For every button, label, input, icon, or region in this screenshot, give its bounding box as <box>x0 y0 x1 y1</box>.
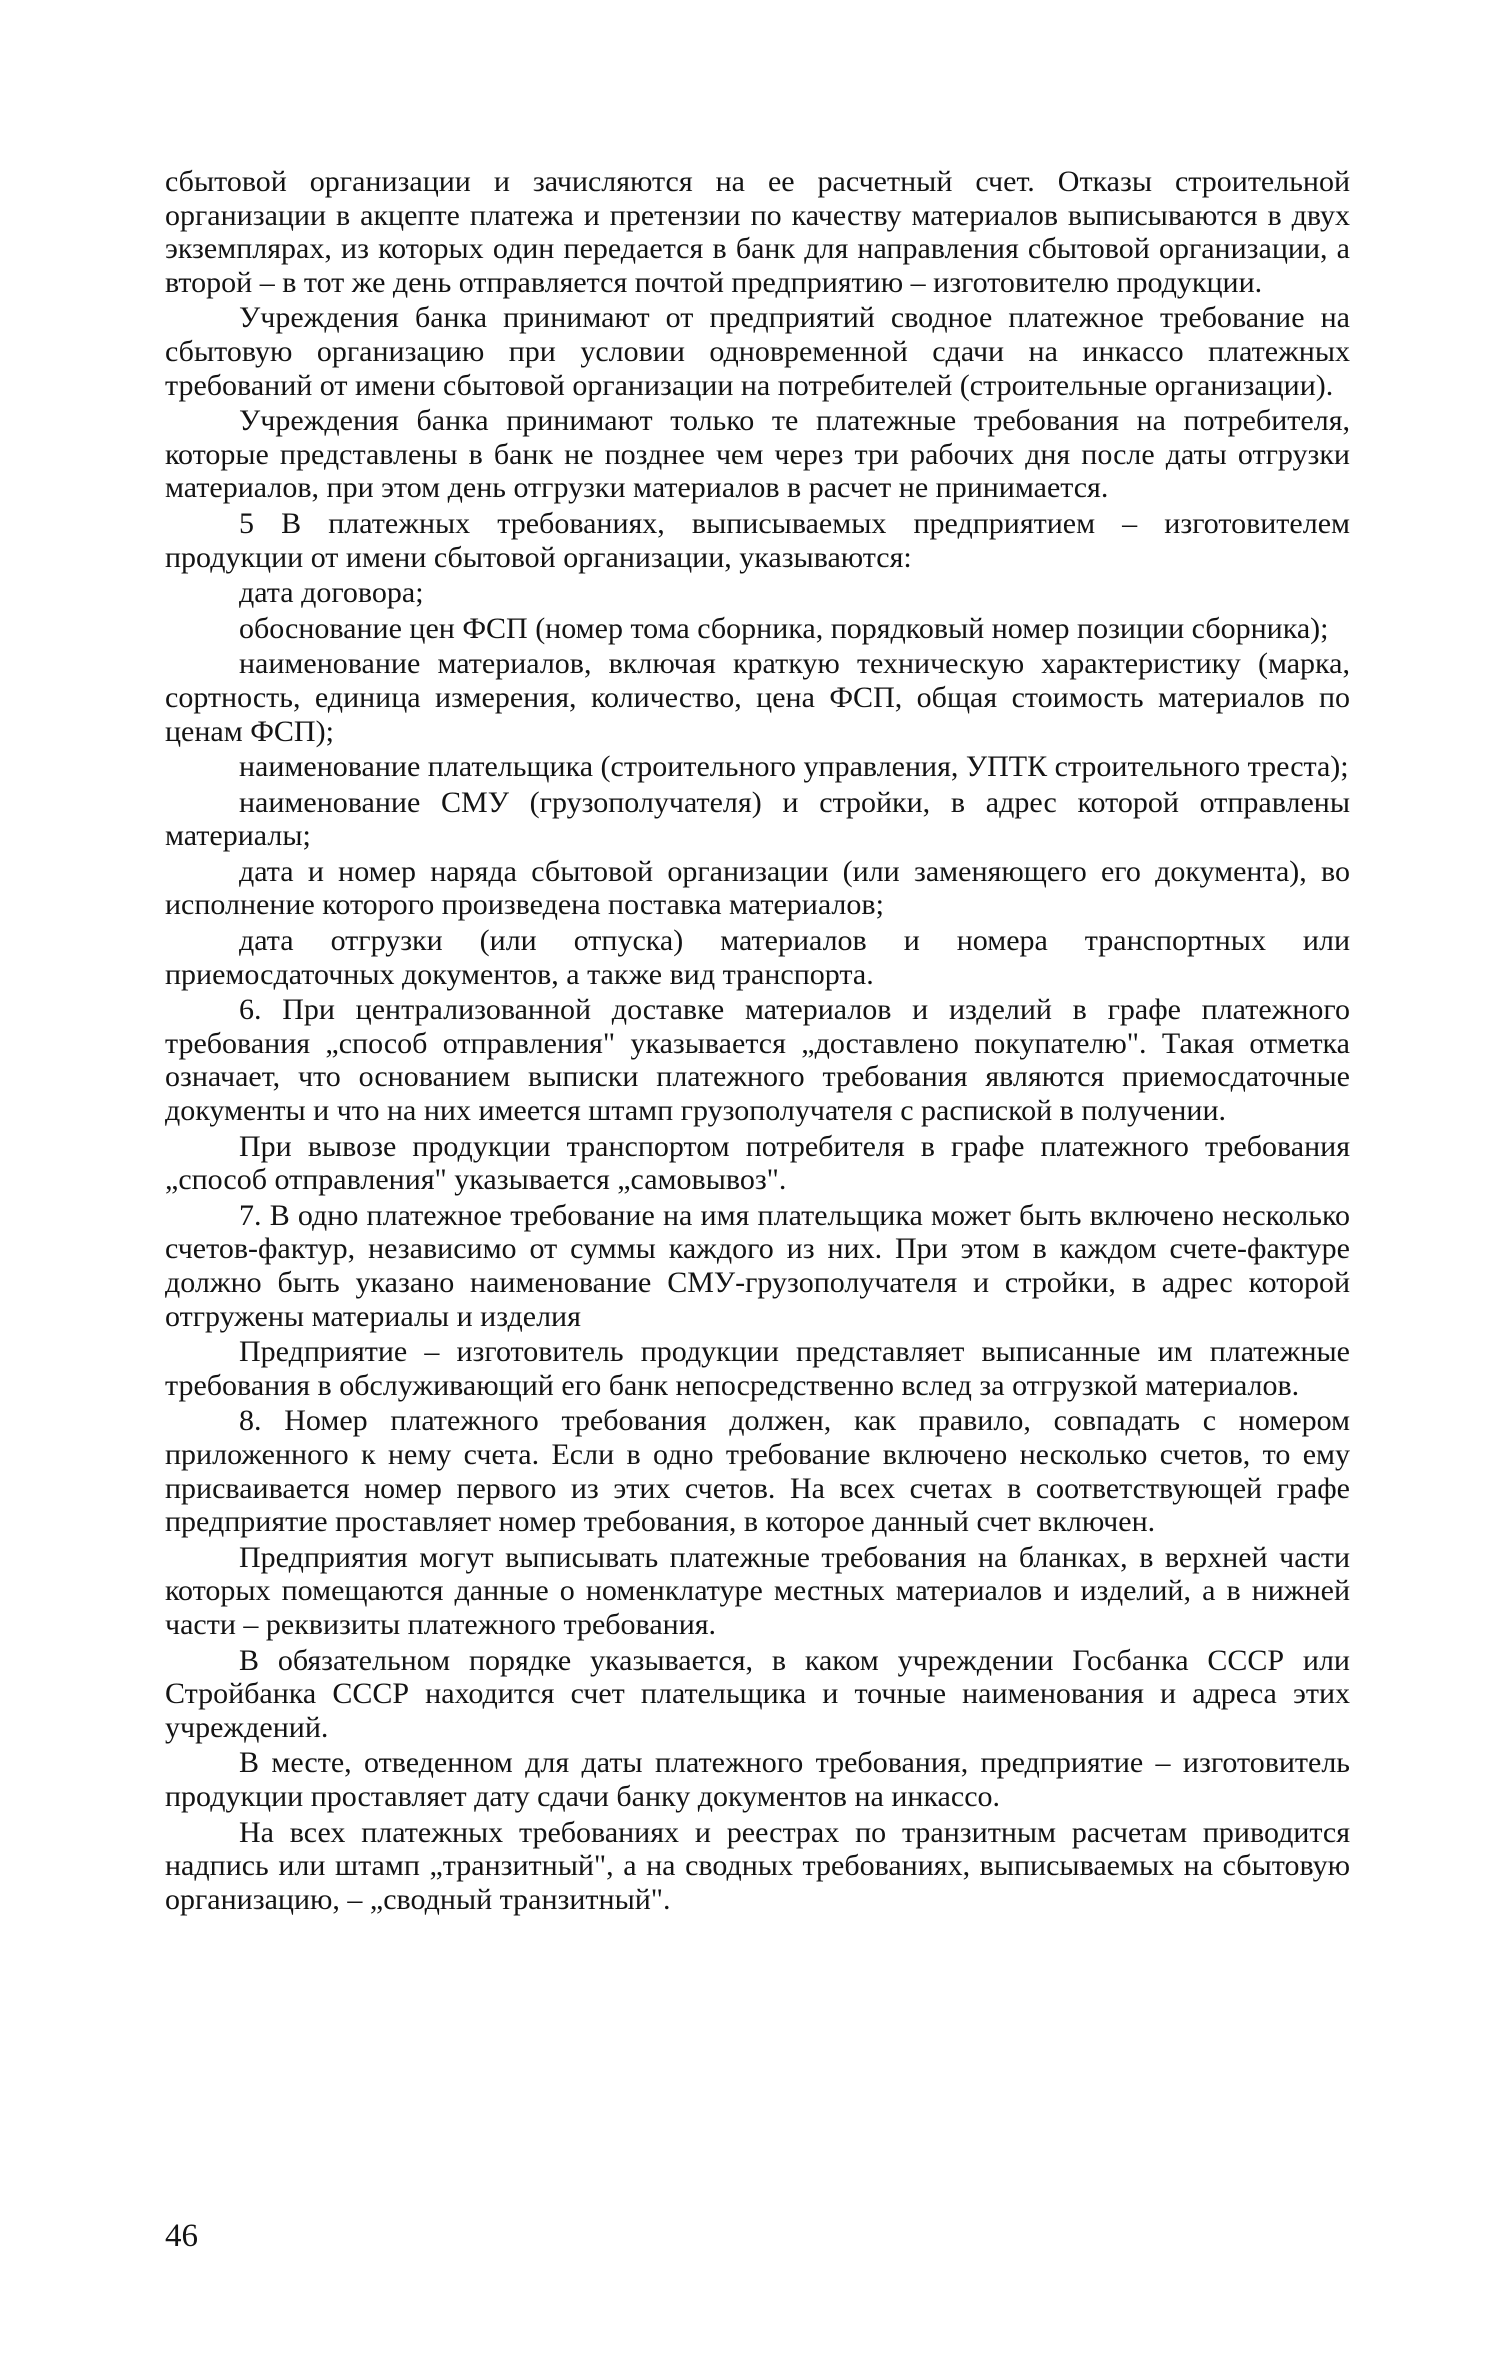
list-item: дата договора; <box>239 576 424 610</box>
paragraph: Предприятия могут выписывать платежные требования на бланках, в верхней части которых помещаются данные о номенклатуре местных материалов и изделий, а в нижней части – реквизиты платежного требования. <box>165 1540 1350 1641</box>
paragraph: Учреждения банка принимают только те платежные требования на потребителя, которые представлены в банк не позднее чем через три рабочих дня после даты отгрузки материалов, при этом день отгрузки материалов в расчет не принимается. <box>165 404 1350 505</box>
list-item: наименование СМУ (грузополучателя) и стройки, в адрес которой отправлены материалы; <box>165 785 1350 853</box>
paragraph: В обязательном порядке указывается, в каком учреждении Госбанка СССР или Стройбанка СССР находится счет плательщика и точные наименования и адреса этих учреждений. <box>165 1643 1350 1744</box>
list-item: наименование материалов, включая краткую техническую характеристику (марка, сортность, единица измерения, количество, цена ФСП, общая стоимость материалов по ценам ФСП); <box>165 647 1350 748</box>
list-item: наименование плательщика (строительного управления, УПТК строительного треста); <box>239 750 1349 784</box>
list-item: дата и номер наряда сбытовой организации (или заменяющего его документа), во исполнение которого произведена поставка материалов; <box>165 854 1350 922</box>
paragraph: сбытовой организации и зачисляются на ее расчетный счет. Отказы строительной организации в акцепте платежа и претензии по качеству материалов выписываются в двух экземплярах, из которых один передается в банк для направления сбытовой организации, а второй – в тот же день отправляется почтой предприятию – изготовителю продукции. <box>165 165 1350 299</box>
page-body <box>165 165 1350 1918</box>
paragraph: 6. При централизованной доставке материалов и изделий в графе платежного требования „способ отправления" указывается „доставлено покупателю". Такая отметка означает, что основанием выписки платежного требования являются приемосдаточные документы и что на них имеется штамп грузополучателя с распиской в получении. <box>165 993 1350 1128</box>
paragraph: В месте, отведенном для даты платежного требования, предприятие – изготовитель продукции проставляет дату сдачи банку документов на инкассо. <box>165 1746 1350 1813</box>
paragraph: 8. Номер платежного требования должен, как правило, совпадать с номером приложенного к нему счета. Если в одно требование включено несколько счетов, то ему присваивается номер первого из этих счетов. На всех счетах в соответствующей графе предприятие проставляет номер требования, в которое данный счет включен. <box>165 1404 1350 1539</box>
list-item: дата отгрузки (или отпуска) материалов и номера транспортных или приемосдаточных документов, а также вид транспорта. <box>165 924 1350 991</box>
paragraph: 5 В платежных требованиях, выписываемых предприятием – изготовителем продукции от имени сбытовой организации, указываются: <box>165 506 1350 574</box>
page-number: 46 <box>165 2218 198 2254</box>
paragraph: Учреждения банка принимают от предприятий сводное платежное требование на сбытовую организацию при условии одновременной сдачи на инкассо платежных требований от имени сбытовой организации на потребителей (строительные организации). <box>165 301 1350 402</box>
paragraph: Предприятие – изготовитель продукции представляет выписанные им платежные требования в обслуживающий его банк непосредственно вслед за отгрузкой материалов. <box>165 1335 1350 1402</box>
paragraph: На всех платежных требованиях и реестрах по транзитным расчетам приводится надпись или штамп „транзитный", а на сводных требованиях, выписываемых на сбытовую организацию, – „сводный транзитный". <box>165 1815 1350 1916</box>
paragraph: 7. В одно платежное требование на имя плательщика может быть включено несколько счетов-фактур, независимо от суммы каждого из них. При этом в каждом счете-фактуре должно быть указано наименование СМУ-грузополучателя и стройки, в адрес которой отгружены материалы и изделия <box>165 1198 1350 1333</box>
paragraph: При вывозе продукции транспортом потребителя в графе платежного требования „способ отправления" указывается „самовывоз". <box>165 1129 1350 1197</box>
list-item: обоснование цен ФСП (номер тома сборника, порядковый номер позиции сборника); <box>239 611 1329 645</box>
